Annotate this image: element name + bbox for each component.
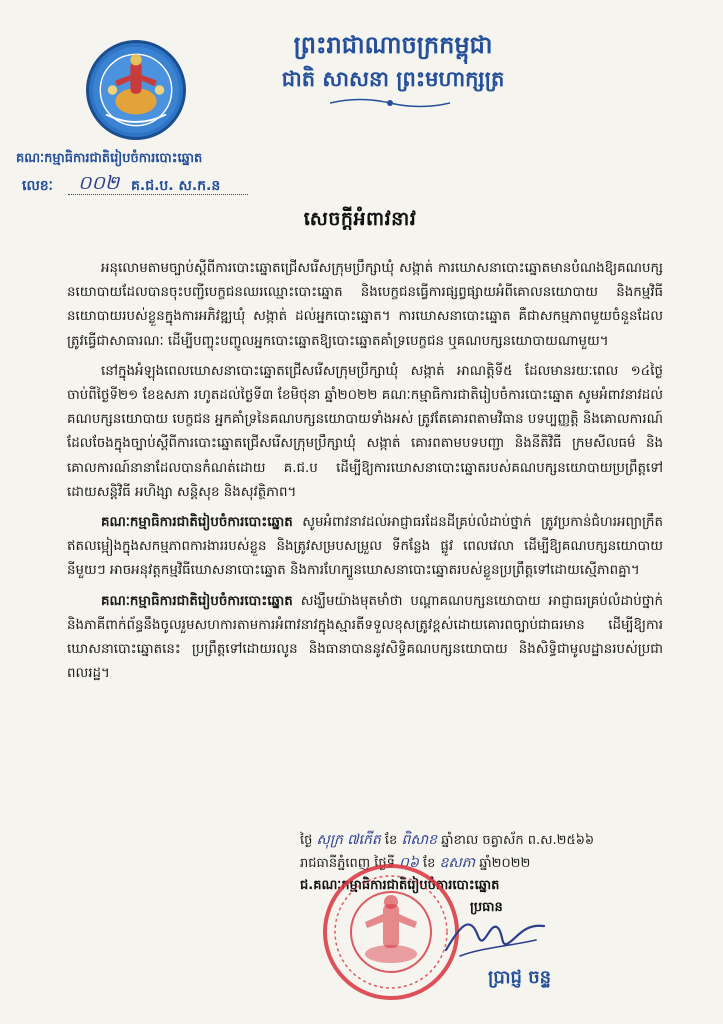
- paragraph-4-text: សង្ឃឹមយ៉ាងមុតមាំថា បណ្តាគណបក្សនយោបាយ អាជ្ញាធរគ្រប់លំដាប់ថ្នាក់ និងភាគីពាក់ព័ន្ធនឹងចូលរួមសហការតាមការអំពាវនាវក្នុងស្មារតីទទួលខុសត្រូវខ្ពស់ដោយគោរពច្បាប់ជាធរមាន ដើម្បីឱ្យការឃោសនាបោះឆ្នោតនេះ ប្រព្រឹត្តទៅដោយរលូន និងធានាបាននូវសិទ្ធិគណបក្សនយោបាយ និងសិទ្ធិជាមូលដ្ឋានរបស់ប្រជាពលរដ្ឋ។: [67, 593, 663, 682]
- letter-body: [67, 257, 663, 692]
- document-title: សេចក្តីអំពាវនាវ: [303, 208, 417, 230]
- solar-date-prefix: រាជធានីភ្នំពេញ ថ្ងៃទី: [300, 856, 395, 871]
- nec-logo: [86, 40, 186, 140]
- paragraph-2-text: នៅក្នុងអំឡុងពេលឃោសនាបោះឆ្នោតជ្រើសរើសក្រុមប្រឹក្សាឃុំ សង្កាត់ អាណត្តិទី៥ ដែលមានរយៈពេល ១៤ថ្ងៃ ចាប់ពីថ្ងៃទី២១ ខែឧសភា រហូតដល់ថ្ងៃទី៣ ខែមិថុនា ឆ្នាំ២០២២ គណៈកម្មាធិការជាតិរៀបចំការបោះឆ្នោត សូមអំពាវនាវដល់គណបក្សនយោបាយ បេក្ខជន អ្នកគាំទ្រនៃគណបក្សនយោបាយទាំងអស់ ត្រូវតែគោរពតាមវិធាន បទប្បញ្ញត្តិ និងគោលការណ៍ដែលចែងក្នុងច្បាប់ស្តីពីការបោះឆ្នោតជ្រើសរើសក្រុមប្រឹក្សាឃុំ សង្កាត់ គោរពតាមបទបញ្ជា និងនីតិវិធី ក្រមសីលធម៌ និងគោលការណ៍នានាដែលបានកំណត់ដោយ គ.ជ.ប ដើម្បីឱ្យការឃោសនាបោះឆ្នោតរបស់គណបក្សនយោបាយប្រព្រឹត្តទៅដោយសន្តិវិធី អហិង្សា សន្តិសុខ និងសុវត្ថិភាព។: [67, 363, 664, 500]
- lunar-date-line: [300, 830, 680, 851]
- lunar-date-prefix: ថ្ងៃ: [300, 833, 313, 848]
- nec-emblem-icon: [89, 43, 183, 137]
- lunar-weekday-handwritten: សុក្រ: [316, 832, 343, 848]
- solar-month-handwritten: ឧសភា: [439, 855, 476, 871]
- paragraph-2: [67, 360, 663, 505]
- ornament-divider-icon: [330, 96, 450, 110]
- paragraph-1-text: អនុលោមតាមច្បាប់ស្តីពីការបោះឆ្នោតជ្រើសរើសក្រុមប្រឹក្សាឃុំ សង្កាត់ ការឃោសនាបោះឆ្នោតមានបំណងឱ្យគណបក្សនយោបាយដែលបានចុះបញ្ជីបេក្ខជនឈរឈ្មោះបោះឆ្នោត និងបេក្ខជនធ្វើការផ្សព្វផ្សាយអំពីគោលនយោបាយ និងកម្មវិធីនយោបាយរបស់ខ្លួនក្នុងការអភិវឌ្ឍឃុំ សង្កាត់ ដល់អ្នកបោះឆ្នោត។ ការឃោសនាបោះឆ្នោត គឺជាសកម្មភាពមួយចំនួនដែលត្រូវធ្វើជាសាធារណៈ ដើម្បីបញ្ចុះបញ្ចូលអ្នកបោះឆ្នោតឱ្យបោះឆ្នោតគាំទ្របេក្ខជន ឬគណបក្សនយោបាយណាមួយ។: [67, 261, 663, 349]
- solar-day-handwritten: ០៦: [399, 855, 419, 871]
- issuing-organization: គណៈកម្មាធិការជាតិរៀបចំការបោះឆ្នោត: [16, 151, 203, 166]
- reference-number: ០០២: [78, 172, 120, 194]
- solar-year: ឆ្នាំ២០២២: [479, 856, 531, 871]
- reference-code: គ.ជ.ប. ស.ក.ន: [131, 178, 221, 194]
- paragraph-3-text: សូមអំពាវនាវដល់អាជ្ញាធរដែនដីគ្រប់លំដាប់ថ្នាក់ ត្រូវប្រកាន់ជំហរអព្យាក្រឹត ឥតលម្អៀងក្នុងសកម្មភាពការងាររបស់ខ្លួន និងត្រូវសម្របសម្រួល ទីកន្លែង ផ្លូវ ពេលវេលា ដើម្បីឱ្យគណបក្សនយោបាយនីមួយៗ អាចអនុវត្តកម្មវិធីឃោសនាបោះឆ្នោត និងការហែក្បួនឃោសនាបោះឆ្នោតរបស់ខ្លួនប្រព្រឹត្តទៅដោយស្មើភាពគ្នា។: [67, 515, 663, 579]
- kingdom-heading: ព្រះរាជាណាចក្រកម្ពុជា: [293, 31, 493, 59]
- reference-dotted-line: [68, 194, 248, 195]
- lunar-month-label: ខែ: [384, 833, 398, 848]
- paragraph-3: [67, 511, 663, 584]
- handwritten-signature: [440, 906, 550, 966]
- lunar-day-handwritten: ៧កើត: [347, 832, 381, 848]
- signer-role: ប្រធាន: [470, 900, 503, 915]
- paragraph-3-lead: គណៈកម្មាធិការជាតិរៀបចំការបោះឆ្នោត: [101, 515, 293, 531]
- signer-name: ប្រាជ្ញ ចន្ទ: [488, 967, 552, 988]
- paragraph-1: [67, 257, 663, 354]
- national-motto: ជាតិ សាសនា ព្រះមហាក្សត្រ: [281, 67, 505, 91]
- signer-organization: ជ.គណៈកម្មាធិការជាតិរៀបចំការបោះឆ្នោត: [300, 878, 500, 893]
- lunar-year: ឆ្នាំខាល ចត្វាស័ក ព.ស.២៥៦៦: [441, 833, 595, 848]
- paragraph-4: [67, 590, 663, 687]
- solar-month-label: ខែ: [423, 856, 436, 871]
- reference-label: លេខៈ: [22, 178, 53, 194]
- paragraph-4-lead: គណៈកម្មាធិការជាតិរៀបចំការបោះឆ្នោត: [101, 593, 293, 609]
- lunar-month-handwritten: ពិសាខ: [401, 832, 437, 848]
